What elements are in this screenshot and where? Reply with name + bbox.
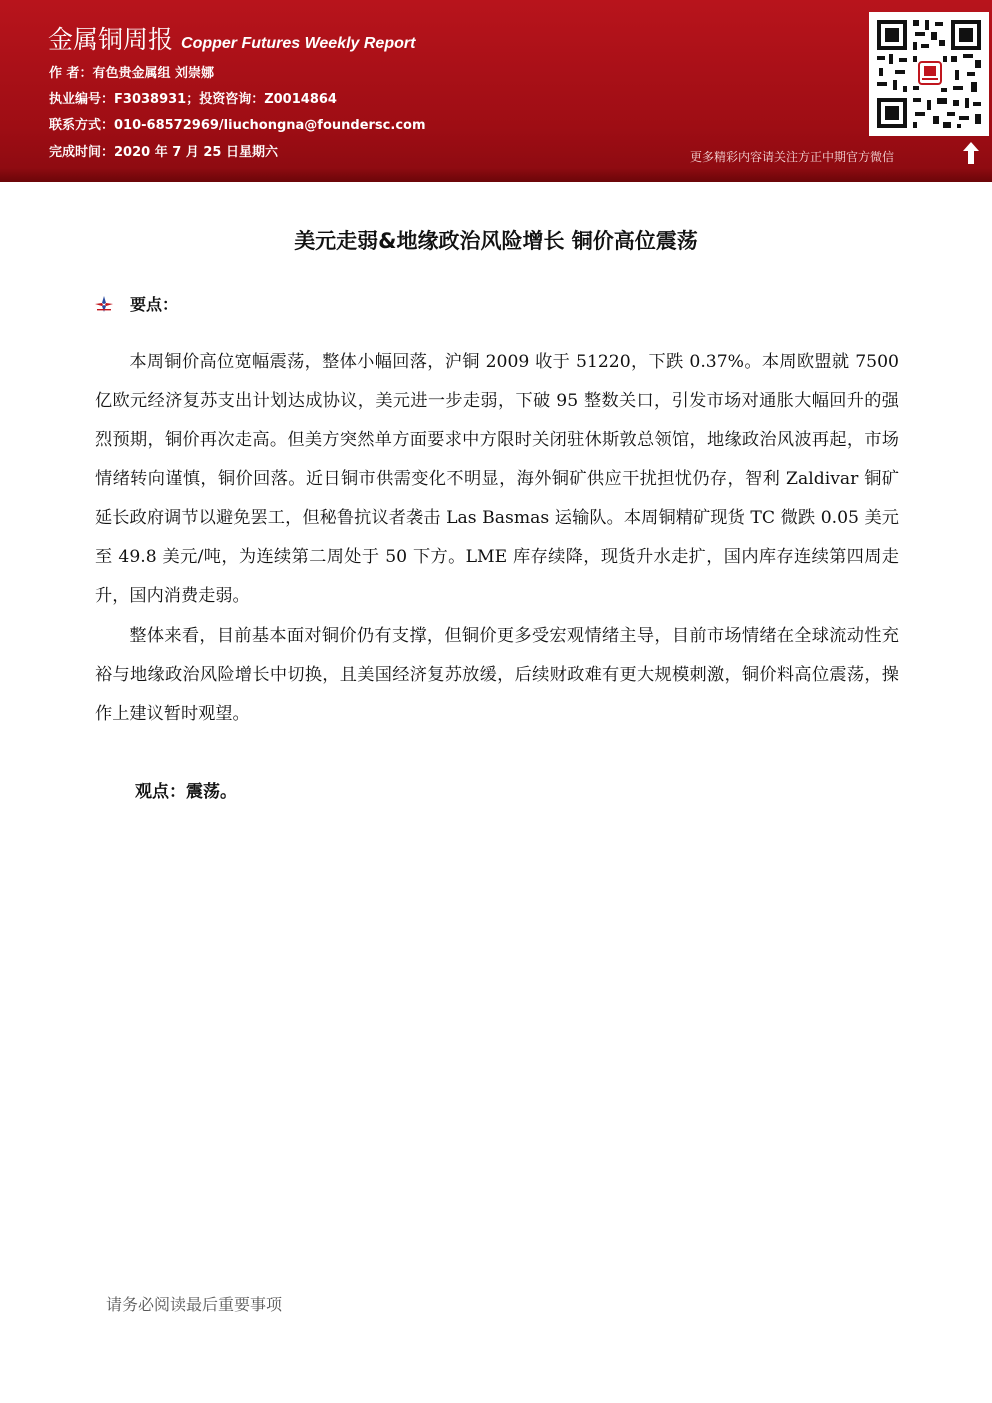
report-title-en: Copper Futures Weekly Report	[181, 35, 416, 52]
keypoints-label: 要点：	[130, 295, 179, 314]
header-shade	[0, 168, 992, 182]
opinion-line: 观点：震荡。	[135, 782, 237, 802]
date-label: 完成时间：	[49, 145, 115, 160]
up-arrow-icon	[960, 140, 982, 166]
author-label: 作 者：	[49, 66, 93, 81]
summary-paragraph-1: 本周铜价高位宽幅震荡，整体小幅回落，沪铜 2009 收于 51220，下跌 0.37%。本周欧盟就 7500 亿欧元经济复苏支出计划达成协议，美元进一步走弱，下破 95 整数关口，引发市场对通胀大幅回升的强烈预期，铜价再次走高。但美方突然单方面要求中方限时关闭驻休斯敦总领馆，地缘政治风波再起，市场情绪转向谨慎，铜价回落。近日铜市供需变化不明显，海外铜矿供应干扰担忧仍存，智利 Zaldivar 铜矿延长政府调节以避免罢工，但秘鲁抗议者袭击 Las Basmas 运输队。本周铜精矿现货 TC 微跌 0.05 美元至 49.8 美元/吨，为连续第二周处于 50 下方。LME 库存续降，现货升水走扩，国内库存连续第四周走升，国内消费走弱。	[95, 352, 899, 606]
contact-label: 联系方式：	[49, 118, 115, 133]
report-title-cn: 金属铜周报	[48, 25, 174, 54]
keypoint-bullet-icon	[94, 295, 114, 313]
contact-line	[49, 116, 569, 136]
report-header	[0, 0, 992, 182]
author-line	[49, 64, 569, 84]
follow-wechat-text: 更多精彩内容请关注方正中期官方微信	[690, 150, 895, 164]
article-headline: 美元走弱&地缘政治风险增长 铜价高位震荡	[294, 229, 698, 253]
license-value: F3038931；投资咨询：Z0014864	[114, 92, 337, 107]
report-title	[48, 20, 415, 54]
qr-code-icon	[869, 12, 989, 136]
date-line	[49, 143, 569, 163]
date-value: 2020 年 7 月 25 日星期六	[114, 145, 278, 160]
author-value: 有色贵金属组 刘崇娜	[92, 66, 215, 81]
license-line	[49, 90, 569, 110]
contact-value[interactable]: 010-68572969/liuchongna@foundersc.com	[114, 118, 426, 133]
summary-paragraph-2: 整体来看，目前基本面对铜价仍有支撑，但铜价更多受宏观情绪主导，目前市场情绪在全球流动性充裕与地缘政治风险增长中切换，且美国经济复苏放缓，后续财政难有更大规模刺激，铜价料高位震荡，操作上建议暂时观望。	[95, 626, 899, 724]
footer-disclaimer-note: 请务必阅读最后重要事项	[106, 1295, 283, 1314]
license-label: 执业编号：	[49, 92, 115, 107]
